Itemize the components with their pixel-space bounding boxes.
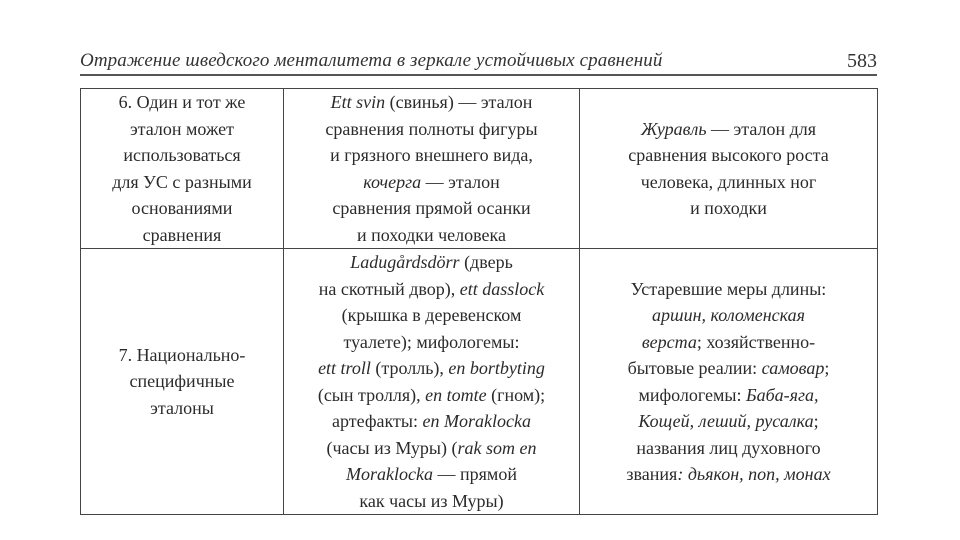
text-run: — эталон [421,171,500,192]
italic-text: верста [641,331,697,352]
text-run: (гном); [486,384,546,405]
row-6-criterion-cell [81,89,284,249]
cell-line [288,408,575,435]
row-6-russian-cell [580,89,878,249]
italic-text: ett dasslock [459,278,545,299]
cell-line [288,222,575,249]
text-run: и походки человека [356,224,507,245]
italic-text: en tomte [425,384,487,405]
text-run: сравнения прямой осанки [332,198,531,218]
italic-text: Ett svin [330,92,386,112]
italic-text: Журавль [640,118,707,139]
cell-line: эталоны [150,397,214,418]
text-run: — прямой [433,464,517,484]
text-run: звания [626,464,678,484]
italic-text: Баба-яга, [746,384,819,405]
text-run: как часы из Муры) [359,490,504,511]
text-run: на скотный двор), [318,278,460,299]
cell-line [288,435,575,462]
italic-text: ett troll [318,358,371,378]
italic-text: : дьякон, поп, монах [677,464,831,484]
row-7-russian-cell [580,249,878,515]
cell-line: сравнения [142,224,222,245]
text-run: и грязного внешнего вида, [330,145,533,165]
text-run: бытовые реалии: [627,358,762,378]
text-run: ; [813,411,819,431]
cell-line [288,329,575,356]
italic-text: en bortbyting [448,358,545,378]
text-run: человека, длинных ног [640,171,817,192]
italic-text: Moraklocka [346,464,434,484]
italic-text: rak som en [457,437,537,458]
cell-line [584,382,873,409]
text-run: (тролль), [370,358,449,378]
text-run: (крышка в деревенском [341,305,522,325]
italic-text: кочерга [363,171,422,192]
cell-line [584,116,873,143]
italic-text: самовар [761,358,825,378]
cell-line: основаниями [131,198,233,218]
cell-line [288,488,575,515]
header-rule [80,74,877,76]
italic-text: Ladugårdsdörr [350,252,460,272]
row-7-swedish-cell [284,249,580,515]
running-title: Отражение шведского менталитета в зеркале устойчивых сравнений [80,50,663,71]
text-run: сравнения полноты фигуры [325,118,538,139]
cell-line: 7. Национально- [118,344,246,365]
table-row [81,249,878,515]
cell-line [584,195,873,222]
cell-line: для УС с разными [112,171,252,192]
cell-line [288,355,575,382]
cell-line: эталон может [129,118,235,139]
cell-line: специфичные [129,371,235,392]
text-run: (свинья) — эталон [385,92,533,112]
text-run: туалете); мифологемы: [343,331,520,352]
cell-line [288,89,575,116]
cell-line [584,329,873,356]
cell-line [288,169,575,196]
cell-line [288,142,575,169]
cell-line [288,382,575,409]
cell-line [288,249,575,276]
text-run: ; хозяйственно- [696,331,816,352]
cell-line [584,169,873,196]
cell-line [288,116,575,143]
cell-line [584,302,873,329]
cell-line [584,355,873,382]
text-run: артефакты: [332,411,423,431]
page-number: 583 [847,50,877,72]
comparison-table [80,88,878,515]
cell-line [288,302,575,329]
text-run: (сын тролля), [317,384,426,405]
cell-line [584,435,873,462]
italic-text: аршин, коломенская [652,305,805,325]
cell-line [584,408,873,435]
cell-line: 6. Один и тот же [118,92,246,112]
cell-line [584,461,873,488]
text-run: ; [824,358,830,378]
text-run: и походки [690,198,767,218]
cell-line [288,276,575,303]
page-header [80,46,877,74]
text-run: названия лиц духовного [636,437,821,458]
text-run: мифологемы: [638,384,746,405]
cell-line [584,276,873,303]
cell-line [584,142,873,169]
italic-text: Кощей, леший, русалка [638,411,814,431]
text-run: (часы из Муры) ( [326,437,458,458]
italic-text: en Moraklocka [422,411,531,431]
cell-line: использоваться [123,145,241,165]
cell-line [288,461,575,488]
text-run: — эталон для [706,118,817,139]
cell-line [288,195,575,222]
text-run: сравнения высокого роста [628,145,829,165]
text-run: (дверь [459,252,513,272]
text-run: Устаревшие меры длины: [630,278,827,299]
row-6-swedish-cell [284,89,580,249]
row-7-criterion-cell [81,249,284,515]
table-row [81,89,878,249]
